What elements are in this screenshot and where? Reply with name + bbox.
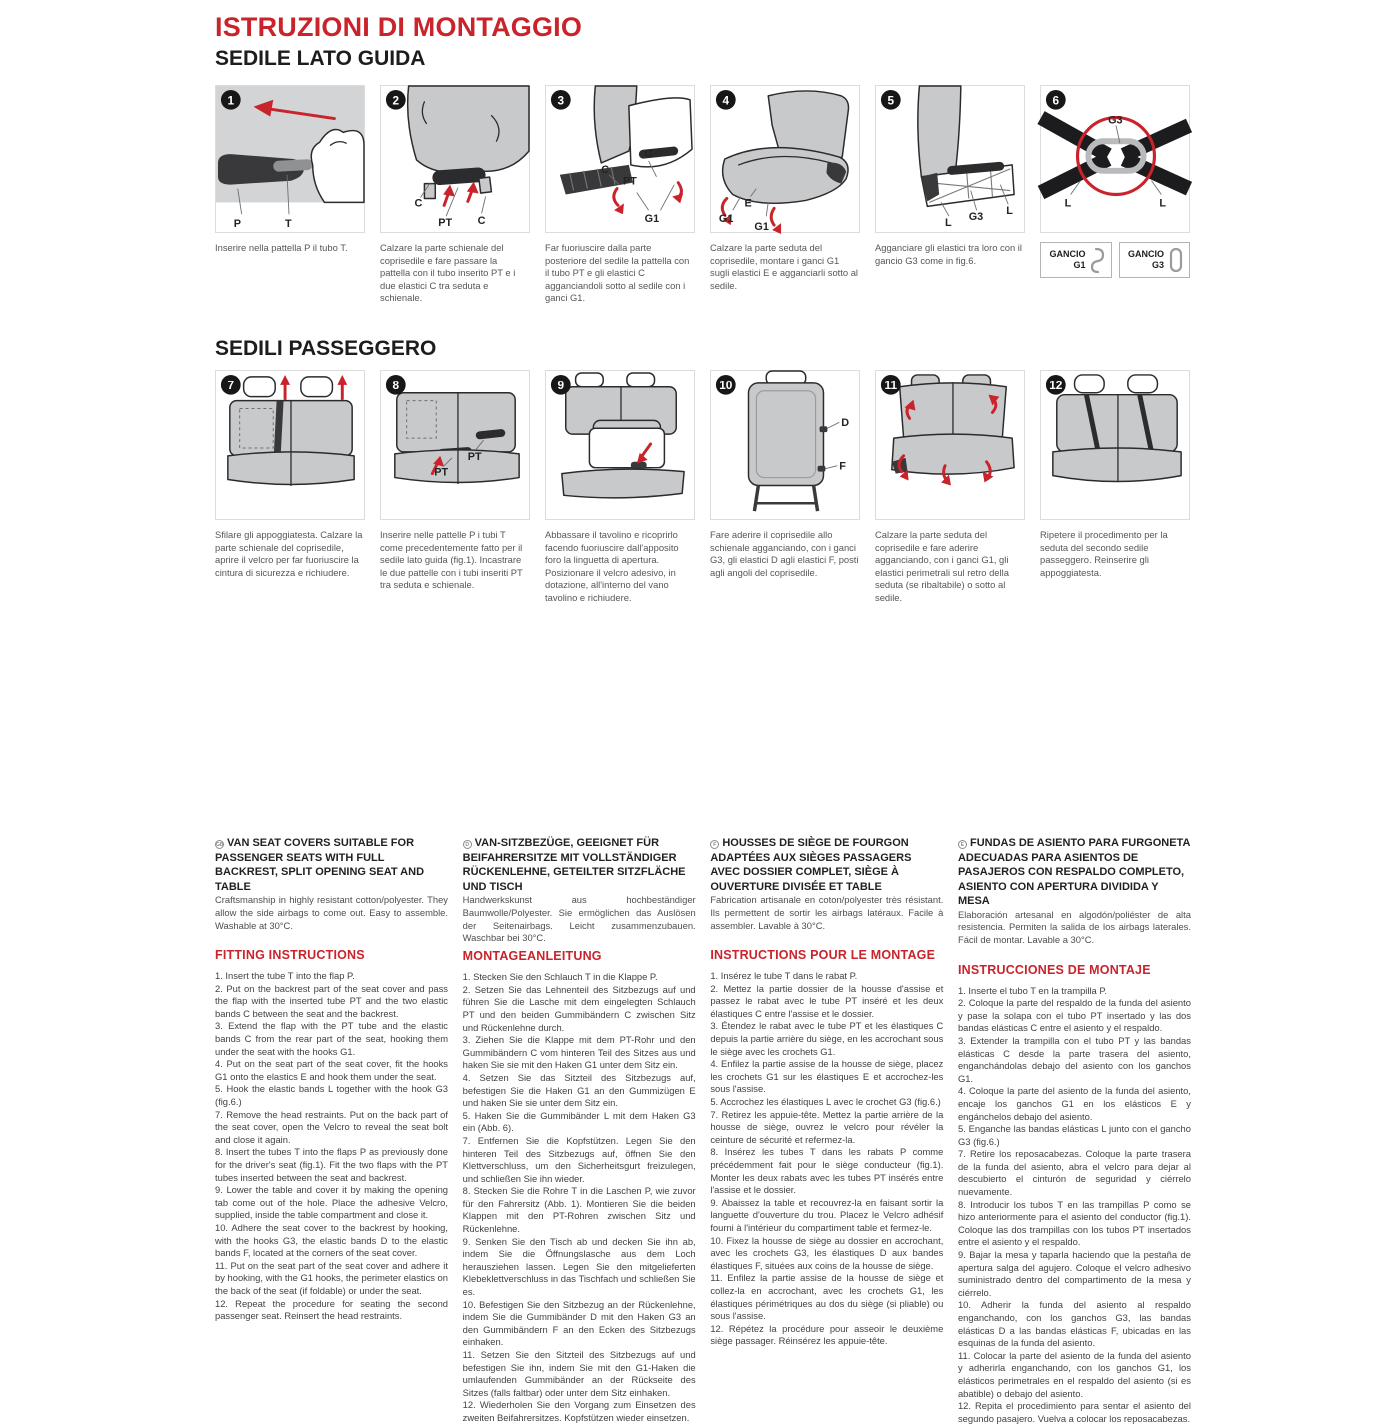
instruction-step: 7. Entfernen Sie die Kopfstützen. Legen Sie den hinteren Teil des Sitzbezugs auf, öffnen Sie den Klettverschluss, um den Sicherheitsgurt freizulegen, und schließen Sie ihn wieder. [462,1134,696,1184]
column-intro-de: Handwerkskunst aus hochbeständiger Baumwolle/Polyester. Sie ermöglichen das Auslösen der Seitenairbags. Leicht zusammenzubauen. Waschbar bei 30°C. [462,894,696,944]
instruction-step: 7. Remove the head restraints. Put on the back part of the seat cover, open the Velcro to reveal the seat bolt and close it again. [215,1108,448,1145]
instruction-step: 2. Mettez la partie dossier de la housse d'assise et passez le rabat avec le tube PT inséré et les deux élastiques C entre l'assise et le dossier. [710,982,944,1019]
instruction-step: 9. Bajar la mesa y taparla haciendo que la pestaña de apertura salga del agujero. Coloque el velcro adhesivo suministrado dentro del compartimento de la mesa y ciérrelo. [957,1249,1191,1298]
instruction-step: 3. Ziehen Sie die Klappe mit dem PT-Rohr und den Gummibändern C vom hinteren Teil des Sitzes aus und haken Sie sie mit den Haken G1 unter dem Sitz ein. [462,1034,696,1071]
page-title: ISTRUZIONI DI MONTAGGIO [215,12,583,42]
figure-panel-7 [215,370,365,520]
figure-caption-8: Inserire nelle pattelle P i tubi T come precedentemente fatto per il sedile lato guida (fig.1). Incastrare le due pattelle con i tubi inseriti PT tra seduta e schienale. [380,529,523,591]
column-header-en: GB VAN SEAT COVERS SUITABLE FOR PASSENGER SEATS WITH FULL BACKREST, SPLIT OPENING SEAT AND TABLE [215,837,425,893]
section-driver-seat-title: SEDILE LATO GUIDA [215,47,426,70]
label-P: P [233,218,242,231]
language-flag-icon: F [710,840,719,849]
label-C-right: C [644,148,653,161]
figure-caption-3: Far fuoriuscire dalla parte posteriore del sedile la pattella con il tubo PT e gli elastici C agganciandoli sotto al sedile con i ganci G1. [545,242,690,304]
label-G1-left: G1 [718,213,734,226]
column-english [215,836,448,1425]
section-passenger-seats-title: SEDILI PASSEGGERO [215,337,437,360]
figure-panel-5 [875,85,1025,233]
bench-illustration-8 [381,371,529,519]
instruction-step: 4. Put on the seat part of the seat cover, fit the hooks G1 onto the elastics E and hook them under the seat. [215,1058,448,1082]
figure-caption-10: Fare aderire il coprisedile allo schienale agganciando, con i ganci G3, gli elastici D agli elastici F, posti agli angoli del coprisedile. [710,529,859,578]
figure-step-5 [875,85,1025,305]
label-C-left: C [601,163,610,176]
seat-illustration-3 [546,86,694,232]
label-PT-left: PT [434,466,449,479]
figure-row-passenger-seats [215,370,1191,605]
instruction-step: 7. Retirez les appuie-tête. Mettez la partie arrière de la housse de siège, ouvrez le velcro pour révéler la ceinture de sécurité et refermez-la. [710,1108,944,1145]
instruction-step: 1. Insert the tube T into the flap P. [215,970,355,982]
instruction-step: 1. Inserte el tubo T en la trampilla P. [957,984,1108,996]
bench-illustration-12 [1041,371,1189,519]
instruction-step: 10. Fixez la housse de siège au dossier en accrochant, avec les crochets G3, les élastiques D aux bandes élastiques F, situées aux coins de la housse de siège. [710,1234,944,1271]
instruction-step: 8. Stecken Sie die Rohre T in die Laschen P, wie zuvor für den Fahrersitz (Abb. 1). Montieren Sie die beiden Klappen mit den PT-Rohren zwischen Sitz und Rückenlehne. [462,1185,696,1235]
language-flag-icon: D [463,840,472,849]
instruction-step: 4. Coloque la parte del asiento de la funda del asiento, encaje los ganchos G1 en los elásticos E y engánchelos debajo del asiento. [957,1085,1191,1122]
backrest-rear-illustration-10 [711,371,859,519]
hook-detail-illustration [1041,86,1189,232]
instruction-step: 2. Setzen Sie das Lehnenteil des Sitzbezugs auf und führen Sie die Lasche mit dem eingelegten Schlauch PT und den beiden Gummibändern C zwischen Sitz und Rückenlehne durch. [462,983,696,1033]
figure-step-6 [1040,85,1190,305]
figure-panel-12 [1040,370,1190,520]
instruction-step: 11. Colocar la parte del asiento de la funda del asiento y adherirla enganchando, con los ganchos G1, los elásticos perimetrales en el respaldo del asiento (si es abatible) o debajo del asiento. [957,1349,1191,1399]
steps-list-en [215,970,448,1323]
language-flag-icon: GB [216,842,224,848]
figure-caption-1: Inserire nella pattella P il tubo T. [215,242,348,253]
instruction-step: 1. Insérez le tube T dans le rabat P. [710,970,858,982]
column-heading-de: MONTAGEANLEITUNG [462,949,602,964]
instruction-step: 10. Adherir la funda del asiento al respaldo enganchando, con los ganchos G3, las bandas elásticas D a las bandas elásticas F, ubicadas en las esquinas de la funda del asiento. [957,1299,1191,1349]
figure-panel-2 [380,85,530,233]
figure-panel-11 [875,370,1025,520]
figure-panel-6 [1040,85,1190,233]
label-G3: G3 [968,211,984,224]
instruction-step: 10. Befestigen Sie den Sitzbezug an der Rückenlehne, indem Sie die Gummibänder D mit den Haken G3 an den Gummibändern F an den Ecken des Sitzbezugs einhaken. [462,1298,696,1348]
figure-step-8 [380,370,530,605]
figure-panel-8 [380,370,530,520]
column-french [710,836,943,1425]
label-L-left: L [945,217,952,230]
figure-step-12 [1040,370,1190,605]
figure-caption-9: Abbassare il tavolino e ricoprirlo facendo fuoriuscire dall'apposito foro la linguetta di apertura. Posizionare il velcro adesivo, in dotazione, all'interno del vano tavolino e richiudere. [545,529,679,603]
label-L-left: L [1064,197,1072,210]
label-F: F [839,460,846,473]
figure-step-3 [545,85,695,305]
instruction-step: 11. Enfilez la partie assise de la housse de siège et collez-la en accrochant, avec les crochets G1, les élastiques périmétriques au dos du siège (si pliable) ou sous l'assise. [710,1272,944,1322]
label-T: T [285,218,292,231]
label-G1-right: G1 [754,221,769,234]
hook-g3-code: G3 [1151,260,1164,270]
label-C-right: C [477,215,486,228]
instruction-step: 11. Setzen Sie den Sitzteil des Sitzbezugs auf und befestigen Sie ihn, indem Sie mit den G1-Haken die umlaufenden Gummibänder an der Rückseite des Sitzes (falls faltbar) oder unter dem Sitz einhaken. [462,1349,696,1398]
label-L-right: L [1006,205,1013,218]
column-intro-es: Elaboración artesanal en algodón/poliéster de alta resistencia. Permiten la salida de los airbags laterales. Fácil de montar. Lavable a 30°C. [957,908,1191,946]
seat-illustration-2 [381,86,529,232]
figure-step-9 [545,370,695,605]
label-E: E [744,197,752,210]
instruction-step: 2. Put on the backrest part of the seat cover and pass the flap with the inserted tube PT and the two elastic bands C between the seat and the backrest. [215,982,448,1019]
column-header-es: E FUNDAS DE ASIENTO PARA FURGONETA ADECUADAS PARA ASIENTOS DE PASAJEROS CON RESPALDO COMPLETO, ASIENTO CON APERTURA DIVIDIDA Y MESA [957,837,1190,908]
label-PT-right: PT [467,450,482,463]
instruction-step: 5. Enganche las bandas elásticas L junto con el gancho G3 (fig.6.) [957,1123,1191,1147]
instruction-step: 12. Repita el procedimiento para sentar el asiento del segundo pasajero. Vuelva a colocar los reposacabezas. [957,1400,1191,1424]
instruction-step: 1. Stecken Sie den Schlauch T in die Klappe P. [462,971,658,983]
step-number-badge: 4 [722,93,730,108]
figure-caption-12: Ripetere il procedimento per la seduta del secondo sedile passeggero. Reinserire gli appoggiatesta. [1040,529,1168,578]
instruction-step: 9. Senken Sie den Tisch ab und decken Sie ihn ab, indem Sie die Öffnungslasche aus dem Loch herausziehen lassen. Legen Sie den mitgelieferten Klebeklettverschluss in das Tischfach und schließen Sie es. [462,1235,696,1298]
instruction-step: 4. Setzen Sie das Sitzteil des Sitzbezugs auf, befestigen Sie die Haken G1 an den Gummizügen E und haken Sie sie unter dem Sitz ein. [462,1071,696,1109]
figure-caption-5: Agganciare gli elastici tra loro con il gancio G3 come in fig.6. [875,242,1022,266]
hook-legend [1040,242,1190,278]
instruction-step: 2. Coloque la parte del respaldo de la funda del asiento y pase la solapa con el tubo PT insertado y las dos bandas elásticas C entre el asiento y el respaldo. [957,997,1191,1034]
instruction-step: 9. Lower the table and cover it by making the opening tab come out of the hole. Place the adhesive Velcro, supplied, inside the table compartment and close it. [215,1184,448,1221]
hook-g1-name: GANCIO [1049,248,1086,259]
step-number-badge: 2 [392,93,400,108]
seat-illustration-5 [876,86,1024,232]
figure-panel-1 [215,85,365,233]
step-number-badge: 10 [719,378,733,393]
hook-g1-code: G1 [1073,260,1086,270]
instruction-step: 12. Wiederholen Sie den Vorgang zum Einsetzen des zweiten Beifahrersitzes. Kopfstützen wieder einsetzen. [462,1399,696,1423]
column-heading-en: FITTING INSTRUCTIONS [215,948,365,963]
language-flag-icon: E [958,840,967,849]
label-G1: G1 [644,213,660,226]
step-number-badge: 11 [884,378,898,393]
instruction-step: 8. Insérez les tubes T dans les rabats P comme précédemment fait pour le siège conducteur (fig.1). Monter les deux rabats avec les tubes PT insérés entre l'assise et le dossier. [710,1146,944,1196]
figure-panel-10 [710,370,860,520]
figure-panel-4 [710,85,860,233]
steps-list-de [463,971,696,1424]
figure-caption-2: Calzare la parte schienale del coprisedile e fare passare la pattella con il tubo inserito PT e i due elastici C tra seduta e schienale. [380,242,516,304]
instruction-step: 8. Insert the tubes T into the flaps P as previously done for the driver's seat (fig.1). Fit the two flaps with the PT tubes inserted between the seat and backrest. [215,1146,448,1183]
step-number-badge: 6 [1052,93,1060,108]
hook-legend-g3 [1119,242,1191,278]
instruction-step: 9. Abaissez la table et recouvrez-la en faisant sortir la languette d'ouverture du trou. Placez le Velcro adhésif fourni à l'intérieur du compartiment table et fermez-le. [710,1196,944,1233]
s-hook-icon [1091,247,1105,273]
figure-caption-7: Sfilare gli appoggiatesta. Calzare la parte schienale del coprisedile, aprire il velcro per far fuoriuscire la cintura di sicurezza e richiudere. [215,529,363,578]
ring-hook-icon [1169,247,1183,273]
instruction-step: 12. Repeat the procedure for seating the second passenger seat. Reinsert the head restraints. [215,1297,448,1322]
column-header-fr: F HOUSSES DE SIÈGE DE FOURGON ADAPTÉES AUX SIÈGES PASSAGERS AVEC DOSSIER COMPLET, SIÈGE À OUVERTURE DIVISÉE ET TABLE [710,837,912,893]
figure-caption-4: Calzare la parte seduta del coprisedile, montare i ganci G1 sugli elastici E e agganciarli sotto al sedile. [710,242,858,291]
label-L-right: L [1159,197,1167,210]
instruction-step: 5. Accrochez les élastiques L avec le crochet G3 (fig.6.) [710,1096,941,1107]
seat-illustration-1 [216,86,364,232]
figure-step-11 [875,370,1025,605]
instruction-step: 5. Haken Sie die Gummibänder L mit dem Haken G3 ein (Abb. 6). [462,1109,696,1134]
figure-caption-11: Calzare la parte seduta del coprisedile e fare aderire agganciando, con i ganci G1, gli elastici perimetrali sul retro della seduta (se ribaltabile) o sotto al sedile. [875,529,1009,603]
column-intro-en: Craftsmanship in highly resistant cotton/polyester. They allow the side airbags to come out. Easy to assemble. Washable at 30°C. [215,894,448,931]
label-C-left: C [414,197,423,210]
figure-row-driver-seat [215,85,1191,305]
steps-list-es [958,985,1191,1425]
hook-g3-name: GANCIO [1128,248,1164,259]
instruction-step: 5. Hook the elastic bands L together with the hook G3 (fig.6.) [215,1083,448,1107]
instruction-step: 3. Étendez le rabat avec le tube PT et les élastiques C depuis la partie arrière du siège, en les accrochant sous le siège avec les crochets G1. [710,1020,944,1057]
instruction-step: 8. Introducir los tubos T en las trampillas P como se hizo anteriormente para el asiento del conductor (fig.1). Coloque las dos trampillas con los tubos PT insertados entre el asiento y el respaldo. [957,1198,1191,1248]
step-number-badge: 1 [227,93,235,108]
language-columns [215,836,1191,1425]
column-intro-fr: Fabrication artisanale en coton/polyester très résistant. Ils permettent de sortir les airbags latéraux. Facile à assembler. Lavable à 30°C. [710,894,944,931]
step-number-badge: 12 [1049,378,1063,393]
column-spanish [958,836,1191,1425]
figure-step-4 [710,85,860,305]
label-G3: G3 [1108,114,1123,127]
step-number-badge: 7 [227,378,235,393]
bench-illustration-11 [876,371,1024,519]
label-D: D [841,417,850,430]
label-PT: PT [622,175,637,188]
label-PT: PT [438,217,453,230]
step-number-badge: 8 [392,378,400,393]
instruction-step: 4. Enfilez la partie assise de la housse de siège, placez les crochets G1 sur les élastiques E et accrochez-les sous l'assise. [710,1058,944,1095]
steps-list-fr [710,970,943,1348]
step-number-badge: 5 [887,93,895,108]
figure-step-7 [215,370,365,605]
figure-step-1 [215,85,365,305]
seat-illustration-4 [711,86,859,232]
step-number-badge: 9 [557,378,565,393]
instruction-step: 11. Put on the seat part of the seat cover and adhere it by hooking, with the G1 hooks, the perimeter elastics on the back of the seat (if foldable) or under the seat. [215,1259,448,1296]
column-heading-fr: INSTRUCTIONS POUR LE MONTAGE [710,948,936,963]
instruction-step: 3. Extender la trampilla con el tubo PT y las bandas elásticas C desde la parte trasera del asiento, enganchándolas debajo del asiento con los ganchos G1. [957,1034,1191,1084]
instruction-step: 7. Retire los reposacabezas. Coloque la parte trasera de la funda del asiento, abra el velcro para dejar al descubierto el cinturón de seguridad y ciérrelo nuevamente. [957,1148,1191,1198]
step-number-badge: 3 [557,93,565,108]
instruction-step: 10. Adhere the seat cover to the backrest by hooking, with the hooks G3, the elastic bands D to the elastic bands F, located at the corners of the seat cover. [215,1221,448,1259]
bench-illustration-7 [216,371,364,519]
column-german [463,836,696,1425]
column-header-de: D VAN-SITZBEZÜGE, GEEIGNET FÜR BEIFAHRERSITZE MIT VOLLSTÄNDIGER RÜCKENLEHNE, GETEILTER SITZFLÄCHE UND TISCH [462,837,686,893]
instruction-step: 3. Extend the flap with the PT tube and the elastic bands C from the rear part of the seat, hooking them under the seat with the hooks G1. [215,1020,448,1057]
table-illustration-9 [546,371,694,519]
hook-legend-g1 [1040,242,1112,278]
column-heading-es: INSTRUCCIONES DE MONTAJE [957,962,1151,977]
figure-panel-3 [545,85,695,233]
figure-step-2 [380,85,530,305]
instruction-step: 12. Répétez la procédure pour asseoir le deuxième siège passager. Réinsérez les appuie-tête. [710,1322,944,1347]
figure-panel-9 [545,370,695,520]
figure-step-10 [710,370,860,605]
